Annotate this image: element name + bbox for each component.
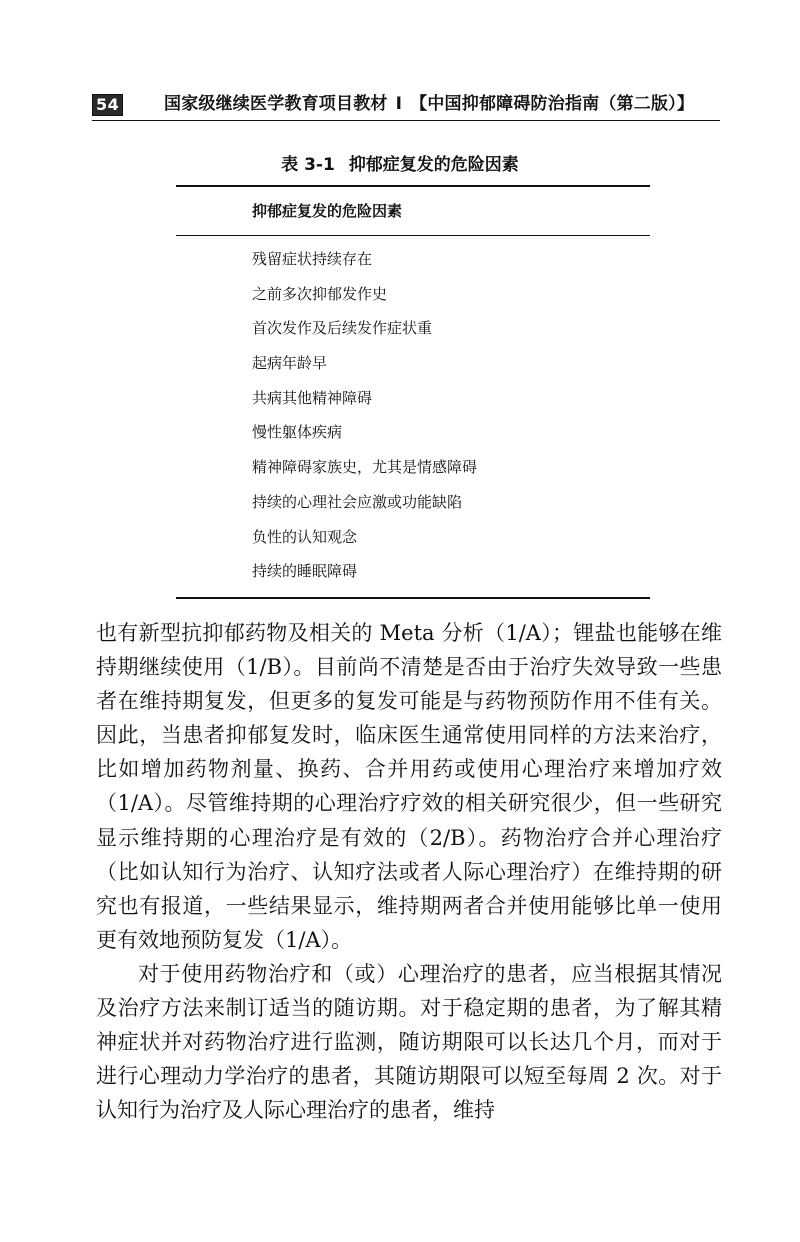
table-row: 残留症状持续存在 [252, 250, 373, 268]
table-row: 共病其他精神障碍 [252, 388, 373, 407]
body-paragraph: 对于使用药物治疗和（或）心理治疗的患者，应当根据其情况及治疗方法来制订适当的随访期。对于稳定期的患者，为了解其精神症状并对药物治疗进行监测，随访期限可以长达几个月，而对于进行心理动力学治疗的患者，其随访期限可以短至每周 2 次。对于认知行为治疗及人际心理治疗的患者，维持 [96, 961, 722, 1123]
running-header [92, 92, 720, 121]
body-paragraph: 也有新型抗抑郁药物及相关的 Meta 分析（1/A）；锂盐也能够在维持期继续使用（1/B）。目前尚不清楚是否由于治疗失效导致一些患者在维持期复发，但更多的复发可能是与药物预防作用不佳有关。因此，当患者抑郁复发时，临床医生通常使用同样的方法来治疗，比如增加药物剂量、换药、合并用药或使用心理治疗来增加疗效（1/A）。尽管维持期的心理治疗疗效的相关研究很少，但一些研究显示维持期的心理治疗是有效的（2/B）。药物治疗合并心理治疗（比如认知行为治疗、认知疗法或者人际心理治疗）在维持期的研究也有报道，一些结果显示，维持期两者合并使用能够比单一使用更有效地预防复发（1/A）。 [96, 621, 722, 952]
table-row: 持续的睡眠障碍 [252, 562, 358, 581]
series-title: 国家级继续医学教育项目教材 [164, 94, 388, 114]
table-caption [0, 154, 800, 176]
table-row: 精神障碍家族史，尤其是情感障碍 [252, 458, 478, 477]
header-separator: I [395, 94, 403, 114]
table-bottom-rule [176, 597, 650, 599]
table-row: 负性的认知观念 [252, 527, 358, 546]
table-row: 起病年龄早 [252, 354, 328, 373]
table-row: 慢性躯体疾病 [252, 423, 343, 442]
header-title [164, 92, 694, 116]
book-title: 【中国抑郁障碍防治指南（第二版）】 [410, 94, 695, 114]
table-row: 持续的心理社会应激或功能缺陷 [252, 492, 463, 511]
table-body [176, 236, 650, 597]
table-column-header: 抑郁症复发的危险因素 [252, 202, 403, 220]
table-row: 首次发作及后续发作症状重 [252, 319, 433, 338]
table-number: 表 3-1 [281, 155, 335, 175]
table-row: 之前多次抑郁发作史 [252, 284, 388, 303]
page-number: 54 [92, 94, 123, 116]
body-text [96, 616, 722, 1127]
risk-factors-table [176, 185, 650, 599]
table-title: 抑郁症复发的危险因素 [348, 155, 519, 175]
